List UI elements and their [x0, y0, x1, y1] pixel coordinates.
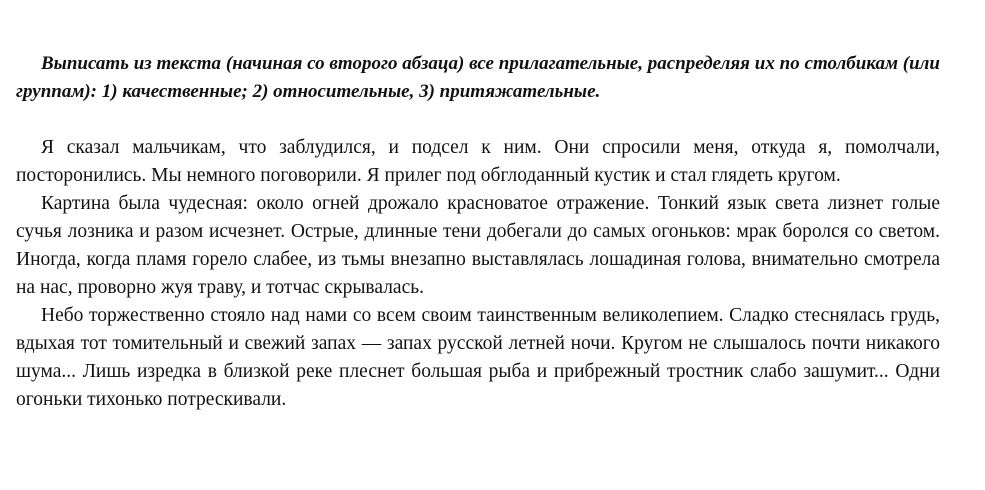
text-paragraph-2: Картина была чудесная: около огней дрожало красноватое отражение. Тонкий язык света лизнет голые сучья лозника и разом исчезнет. Острые, длинные тени добегали до самых огоньков: мрак боролся со светом. Иногда, когда пламя горело слабее, из тьмы внезапно выставлялась лошадиная голова, внимательно смотрела на нас, проворно жуя траву, и тотчас скрывалась.	[16, 193, 940, 298]
text-paragraph-1: Я сказал мальчикам, что заблудился, и подсел к ним. Они спросили меня, откуда я, помолчали, посторонились. Мы немного поговорили. Я прилег под обглоданный кустик и стал глядеть кругом.	[16, 137, 940, 186]
document-page	[16, 50, 940, 414]
task-instruction: Выписать из текста (начиная со второго абзаца) все прилагательные, распределяя их по столбикам (или группам): 1) качественные; 2) относительные, 3) притяжательные.	[16, 53, 940, 102]
text-paragraph-3: Небо торжественно стояло над нами со всем своим таинственным великолепием. Сладко стеснялась грудь, вдыхая тот томительный и свежий запах — запах русской летней ночи. Кругом не слышалось почти никакого шума... Лишь изредка в близкой реке плеснет большая рыба и прибрежный тростник слабо зашумит... Одни огоньки тихонько потрескивали.	[16, 305, 940, 410]
